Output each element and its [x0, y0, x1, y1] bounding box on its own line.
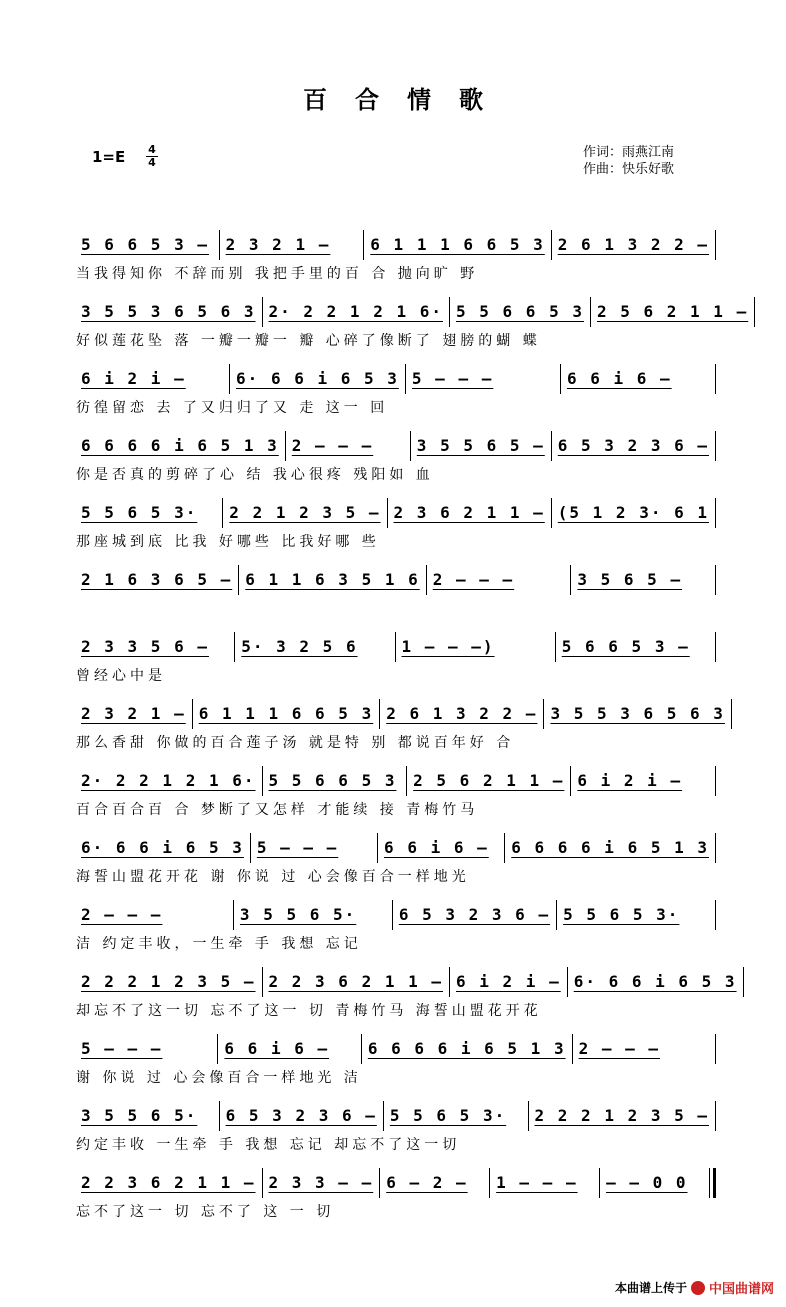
measure: 3 5 6 5 – [577, 570, 683, 589]
lyrics-line: 彷徨留恋 去 了又归归了又 走 这一 回 [76, 400, 389, 416]
measure: 6 1 1 1 6 6 5 3 [370, 235, 545, 254]
song-title: 百合情歌 [303, 86, 511, 114]
measure: 6· 6 6 i 6 5 3 [573, 972, 737, 991]
barline [715, 364, 716, 394]
measure: 2 – – – [81, 905, 163, 924]
notation-line [74, 632, 716, 662]
measure: 6 6 6 6 i 6 5 1 3 [367, 1039, 566, 1058]
measure: 2 5 6 2 1 1 – [596, 302, 749, 321]
measure: – – 0 0 [606, 1173, 688, 1192]
notation-line [74, 900, 716, 930]
measure: 6 i 2 i – [456, 972, 561, 991]
notation-line [74, 1034, 716, 1064]
barline [715, 766, 716, 796]
lyrics-line: 那么香甜 你做的百合莲子汤 就是特 别 都说百年好 合 [76, 735, 515, 751]
lyrics-line: 却忘不了这一切 忘不了这一 切 青梅竹马 海誓山盟花开花 [76, 1003, 542, 1019]
barline [743, 967, 744, 997]
measure: 2 2 2 1 2 3 5 – [534, 1106, 710, 1125]
measure: 2 5 6 2 1 1 – [413, 771, 565, 790]
measure: 2 3 3 – – [268, 1173, 374, 1192]
measure: 2 6 1 3 2 2 – [386, 704, 538, 723]
notation-line [74, 230, 716, 260]
measure: 6 1 1 6 3 5 1 6 [245, 570, 420, 589]
barline [715, 498, 716, 528]
measure: 6 6 i 6 – [384, 838, 489, 857]
lyrics-line: 百合百合百 合 梦断了又怎样 才能续 接 青梅竹马 [76, 802, 479, 818]
barline [715, 565, 716, 595]
measure: 2 3 3 5 6 – [81, 637, 209, 656]
measure: 6 1 1 1 6 6 5 3 [198, 704, 374, 723]
measure: 2 2 3 6 2 1 1 – [268, 972, 443, 991]
measure: 2 6 1 3 2 2 – [557, 235, 710, 254]
notation-line [74, 565, 716, 595]
measure: 6 i 2 i – [81, 369, 186, 388]
lyrics-line: 约定丰收 一生牵 手 我想 忘记 却忘不了这一切 [76, 1137, 461, 1153]
lyrics-line: 你是否真的剪碎了心 结 我心很疼 残阳如 血 [76, 467, 434, 483]
measure: 6· 6 6 i 6 5 3 [236, 369, 399, 388]
composer-credit: 作曲：快乐好歌 [583, 162, 675, 177]
barline [715, 900, 716, 930]
lyrics-line: 曾经心中是 [76, 668, 166, 684]
measure: 5 6 6 5 3 – [81, 235, 209, 254]
site-name: 中国曲谱网 [708, 1282, 774, 1297]
site-logo-icon [691, 1281, 705, 1295]
measure: 5 5 6 6 5 3 [456, 302, 584, 321]
measure: 1 – – –) [401, 637, 495, 656]
measure: 5 6 6 5 3 – [561, 637, 690, 656]
measure: 6 i 2 i – [577, 771, 683, 790]
measure: 2 – – – [432, 570, 515, 589]
lyrics-line: 海誓山盟花开花 谢 你说 过 心会像百合一样地光 [76, 869, 470, 885]
footer [615, 1278, 774, 1297]
notation-line [74, 699, 725, 729]
measure: 1 – – – [496, 1173, 578, 1192]
lyrics-line: 忘不了这一 切 忘不了 这 一 切 [76, 1204, 335, 1220]
measure: 6· 6 6 i 6 5 3 [81, 838, 244, 857]
measure: 5 – – – [81, 1039, 163, 1058]
measure: 6 5 3 2 3 6 – [225, 1106, 377, 1125]
measure: 3 5 5 3 6 5 6 3 [550, 704, 725, 723]
notation-line [74, 364, 716, 394]
measure: 5 – – – [411, 369, 494, 388]
lyrics-line: 那座城到底 比我 好哪些 比我好哪 些 [76, 534, 380, 550]
time-signature [146, 144, 158, 169]
notation-line [74, 1168, 716, 1198]
measure: 5 5 6 6 5 3 [268, 771, 397, 790]
measure: 6 6 i 6 – [566, 369, 672, 388]
measure: 2 3 2 1 – [225, 235, 331, 254]
notation-line [74, 967, 737, 997]
measure: 5· 3 2 5 6 [241, 637, 358, 656]
barline [715, 833, 716, 863]
barline [715, 431, 716, 461]
measure: 3 5 5 6 5 – [416, 436, 545, 455]
measure: 2 2 1 2 3 5 – [229, 503, 381, 522]
measure: 5 – – – [256, 838, 339, 857]
barline [715, 230, 716, 260]
measure: 6 5 3 2 3 6 – [398, 905, 551, 924]
measure: 2 3 2 1 – [81, 704, 186, 723]
credits [583, 144, 674, 178]
barline [715, 1034, 716, 1064]
lyrics-line: 当我得知你 不辞而别 我把手里的百 合 抛向旷 野 [76, 266, 479, 282]
measure: 2 2 2 1 2 3 5 – [81, 972, 256, 991]
lyrics-line: 洁 约定丰收，一生牵 手 我想 忘记 [76, 936, 362, 952]
notation-line [74, 833, 716, 863]
measure: 2 – – – [291, 436, 374, 455]
notation-line [74, 1101, 716, 1131]
time-signature-bottom: 4 [146, 156, 158, 169]
barline [715, 1101, 716, 1131]
lyrics-line: 好似莲花坠 落 一瓣一瓣一 瓣 心碎了像断了 翅膀的蝴 蝶 [76, 333, 541, 349]
measure: 2 3 6 2 1 1 – [393, 503, 545, 522]
measure: 3 5 5 6 5· [239, 905, 357, 924]
measure: 5 5 6 5 3· [389, 1106, 507, 1125]
notation-line [74, 297, 749, 327]
measure: 2 1 6 3 6 5 – [81, 570, 233, 589]
notation-line [74, 431, 716, 461]
measure: 2· 2 2 1 2 1 6· [268, 302, 443, 321]
measure: 3 5 5 3 6 5 6 3 [81, 302, 256, 321]
notation-line [74, 498, 716, 528]
measure: 5 5 6 5 3· [563, 905, 680, 924]
time-signature-top: 4 [148, 143, 156, 156]
measure: 6 5 3 2 3 6 – [557, 436, 709, 455]
measure: (5 1 2 3· 6 1 [557, 503, 709, 522]
measure: 2 – – – [578, 1039, 661, 1058]
measure: 6 – 2 – [386, 1173, 468, 1192]
barline [715, 632, 716, 662]
measure: 3 5 5 6 5· [81, 1106, 198, 1125]
measure: 6 6 6 6 i 6 5 1 3 [511, 838, 709, 857]
lyricist-credit: 作词：雨燕江南 [583, 145, 675, 160]
measure: 6 6 6 6 i 6 5 1 3 [81, 436, 279, 455]
lyrics-line: 谢 你说 过 心会像百合一样地光 洁 [76, 1070, 362, 1086]
notation-line [74, 766, 716, 796]
upload-text: 本曲谱上传于 [614, 1281, 687, 1295]
barline [754, 297, 755, 327]
measure: 6 6 i 6 – [224, 1039, 330, 1058]
barline [731, 699, 732, 729]
key-signature: 1=E [92, 148, 126, 166]
final-barline [709, 1168, 716, 1198]
measure: 2 2 3 6 2 1 1 – [81, 1173, 256, 1192]
measure: 2· 2 2 1 2 1 6· [81, 771, 256, 790]
measure: 5 5 6 5 3· [81, 503, 198, 522]
